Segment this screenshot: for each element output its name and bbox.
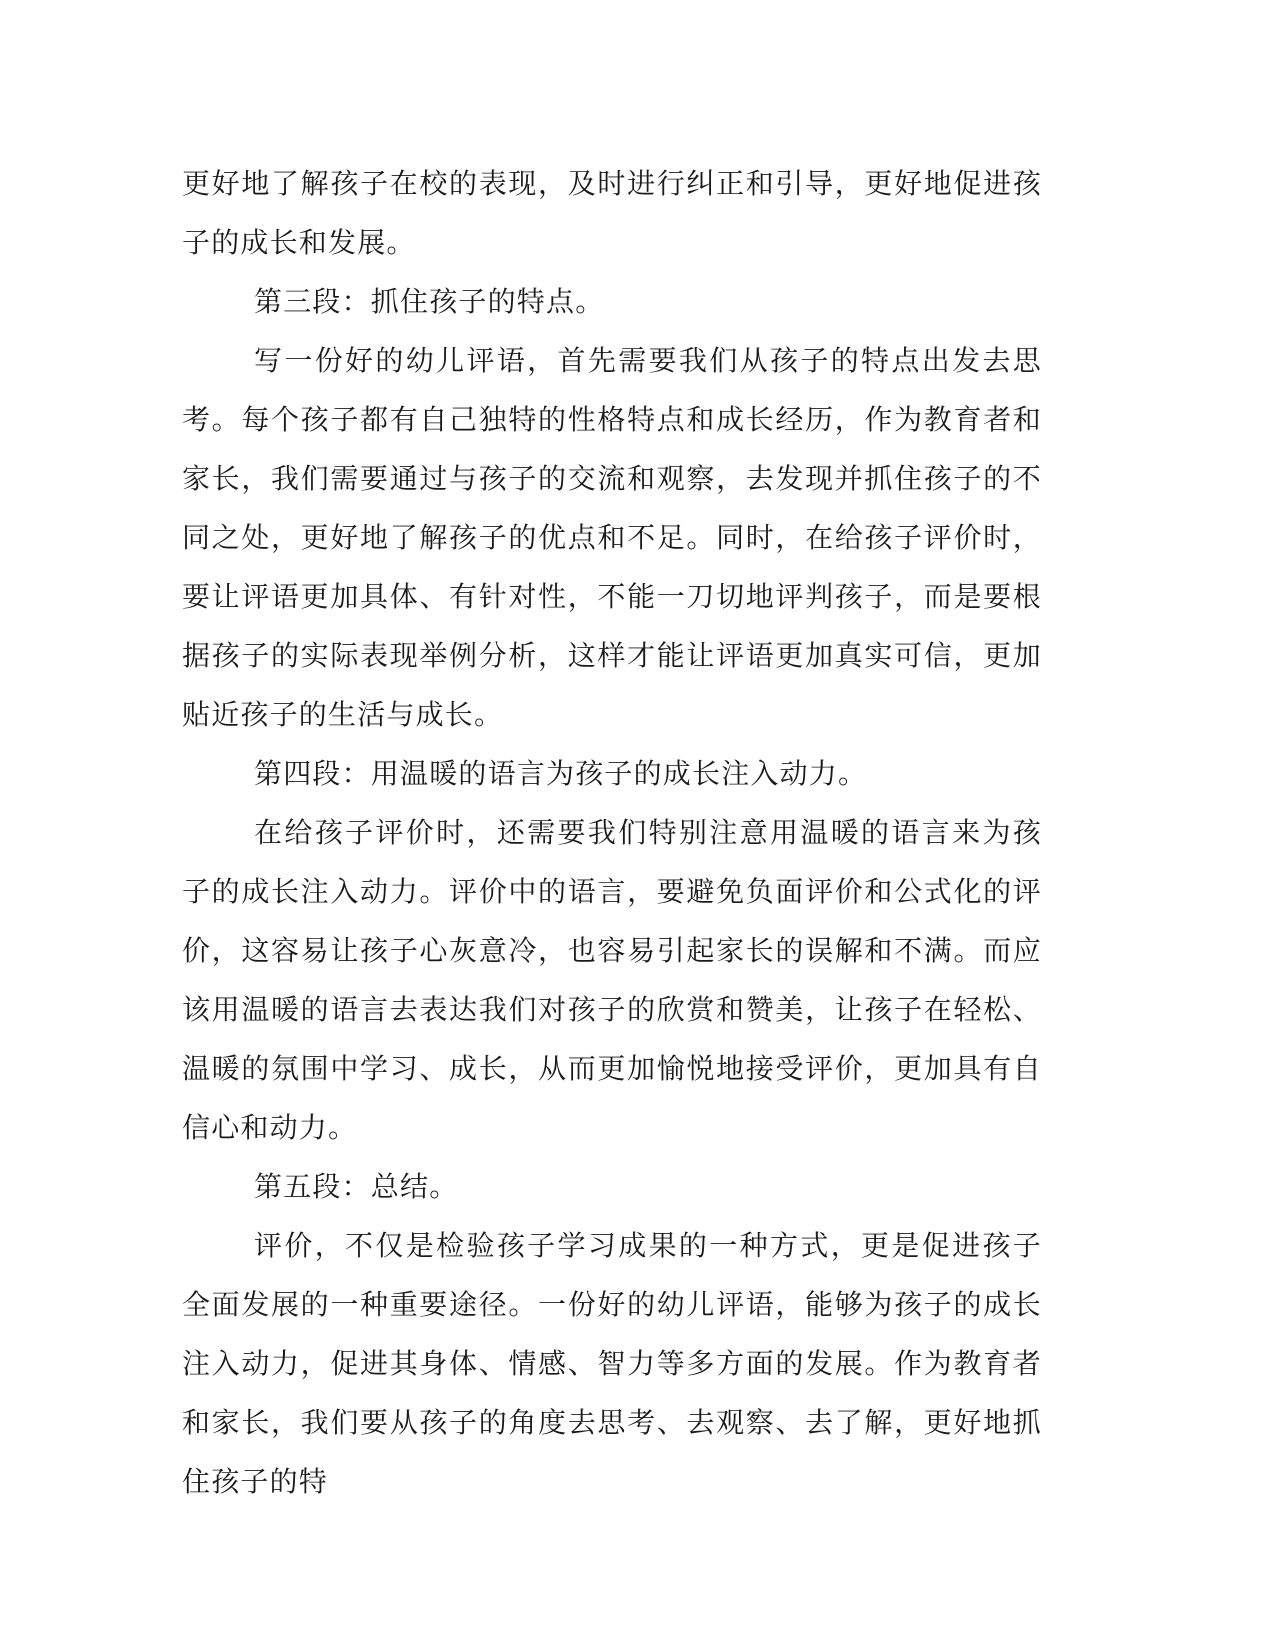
section-heading-4: 第四段：用温暖的语言为孩子的成长注入动力。: [254, 757, 868, 790]
document-body: [182, 154, 1042, 1511]
section-heading-3: 第三段：抓住孩子的特点。: [254, 285, 605, 318]
paragraph-section-5: 评价，不仅是检验孩子学习成果的一种方式，更是促进孩子全面发展的一种重要途径。一份好的幼儿评语，能够为孩子的成长注入动力，促进其身体、情感、智力等多方面的发展。作为教育者和家长，我们要从孩子的角度去思考、去观察、去了解，更好地抓住孩子的特: [182, 1229, 1042, 1498]
paragraph-section-3: 写一份好的幼儿评语，首先需要我们从孩子的特点出发去思考。每个孩子都有自己独特的性格特点和成长经历，作为教育者和家长，我们需要通过与孩子的交流和观察，去发现并抓住孩子的不同之处，更好地了解孩子的优点和不足。同时，在给孩子评价时，要让评语更加具体、有针对性，不能一刀切地评判孩子，而是要根据孩子的实际表现举例分析，这样才能让评语更加真实可信，更加贴近孩子的生活与成长。: [182, 344, 1042, 731]
section-heading-5: 第五段：总结。: [254, 1170, 459, 1203]
paragraph-section-4: 在给孩子评价时，还需要我们特别注意用温暖的语言来为孩子的成长注入动力。评价中的语言，要避免负面评价和公式化的评价，这容易让孩子心灰意冷，也容易引起家长的误解和不满。而应该用温暖的语言去表达我们对孩子的欣赏和赞美，让孩子在轻松、温暖的氛围中学习、成长，从而更加愉悦地接受评价，更加具有自信心和动力。: [182, 816, 1042, 1144]
paragraph-continuation: 更好地了解孩子在校的表现，及时进行纠正和引导，更好地促进孩子的成长和发展。: [182, 167, 1042, 259]
